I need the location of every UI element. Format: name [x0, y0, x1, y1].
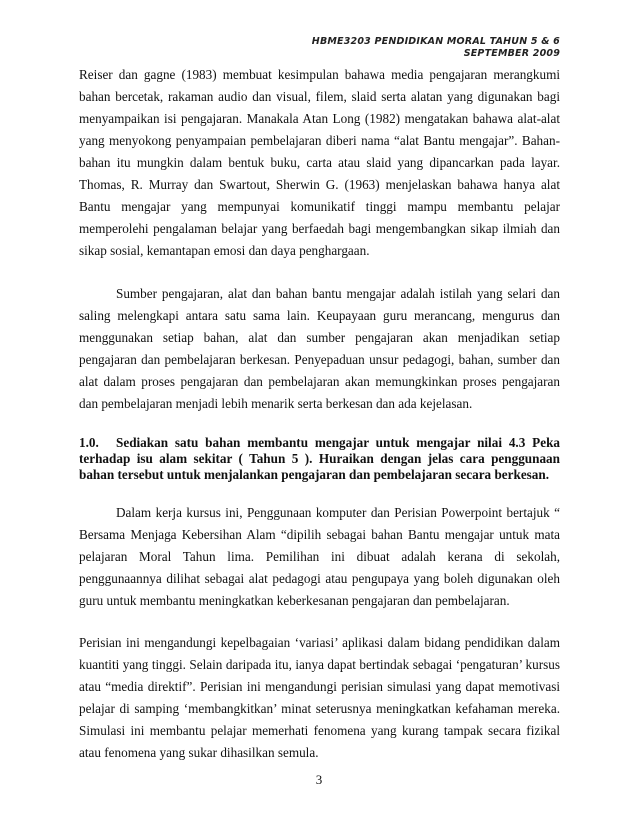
- paragraph-software: Perisian ini mengandungi kepelbagaian ‘variasi’ aplikasi dalam bidang pendidikan dalam kuantiti yang tinggi. Selain daripada itu, ianya dapat bertindak sebagai ‘pengaturan’ kursus atau “media direktif”. Perisian ini mengandungi perisian simulasi yang dapat memotivasi pelajar di samping ‘membangkitkan’ minat seterusnya meningkatkan kefahaman mereka. Simulasi ini membantu pelajar memerhati fenomena yang kurang tampak secara fizikal atau fenomena yang sukar dihasilkan semula.: [79, 635, 560, 760]
- running-header: [312, 36, 560, 60]
- paragraph-coursework: Dalam kerja kursus ini, Penggunaan komputer dan Perisian Powerpoint bertajuk “ Bersama Menjaga Kebersihan Alam “dipilih sebagai bahan Bantu mengajar untuk mata pelajaran Moral Tahun lima. Pemilihan ini dibuat adalah kerana di sekolah, penggunaannya dilihat sebagai alat pedagogi atau pengupaya yang boleh digunakan oleh guru untuk membantu meningkatkan keberkesanan pengajaran dan pembelajaran.: [79, 505, 560, 608]
- section-number: 1.0.: [79, 435, 99, 450]
- header-date: SEPTEMBER 2009: [463, 48, 560, 59]
- header-course-title: HBME3203 PENDIDIKAN MORAL TAHUN 5 & 6: [311, 36, 560, 47]
- page-body: [79, 64, 560, 764]
- paragraph-media-definition: Reiser dan gagne (1983) membuat kesimpulan bahawa media pengajaran merangkumi bahan bercetak, rakaman audio dan visual, filem, slaid serta alatan yang digunakan bagi menyampaikan isi pengajaran. Manakala Atan Long (1982) mengatakan bahawa alat-alat yang menyokong penyampaian pembelajaran diberi nama “alat Bantu mengajar”. Bahan-bahan itu mungkin dalam bentuk buku, carta atau slaid yang dipancarkan pada layar. Thomas, R. Murray dan Swartout, Sherwin G. (1963) menjelaskan bahawa hanya alat Bantu mengajar yang mempunyai komunikatif tinggi mampu membantu pelajar memperolehi pengalaman belajar yang berfaedah bagi mengembangkan sikap ilmiah dan sikap sosial, kemantapan emosi dan daya penghargaan.: [79, 67, 560, 258]
- section-heading: [79, 435, 560, 483]
- page-number: 3: [315, 772, 323, 787]
- paragraph-teaching-resources: Sumber pengajaran, alat dan bahan bantu mengajar adalah istilah yang selari dan saling melengkapi antara satu sama lain. Keupayaan guru merancang, mengurus dan menggunakan setiap bahan, alat dan sumber pengajaran akan menjadikan setiap pengajaran dan pembelajaran berkesan. Penyepaduan unsur pedagogi, bahan, sumber dan alat dalam proses pengajaran dan pembelajaran akan memungkinkan proses pengajaran dan pembelajaran menjadi lebih menarik serta berkesan dan ada kejelasan.: [79, 286, 560, 411]
- section-heading-text: Sediakan satu bahan membantu mengajar untuk mengajar nilai 4.3 Peka terhadap isu alam sekitar ( Tahun 5 ). Huraikan dengan jelas cara penggunaan bahan tersebut untuk menjalankan pengajaran dan pembelajaran secara berkesan.: [79, 435, 560, 482]
